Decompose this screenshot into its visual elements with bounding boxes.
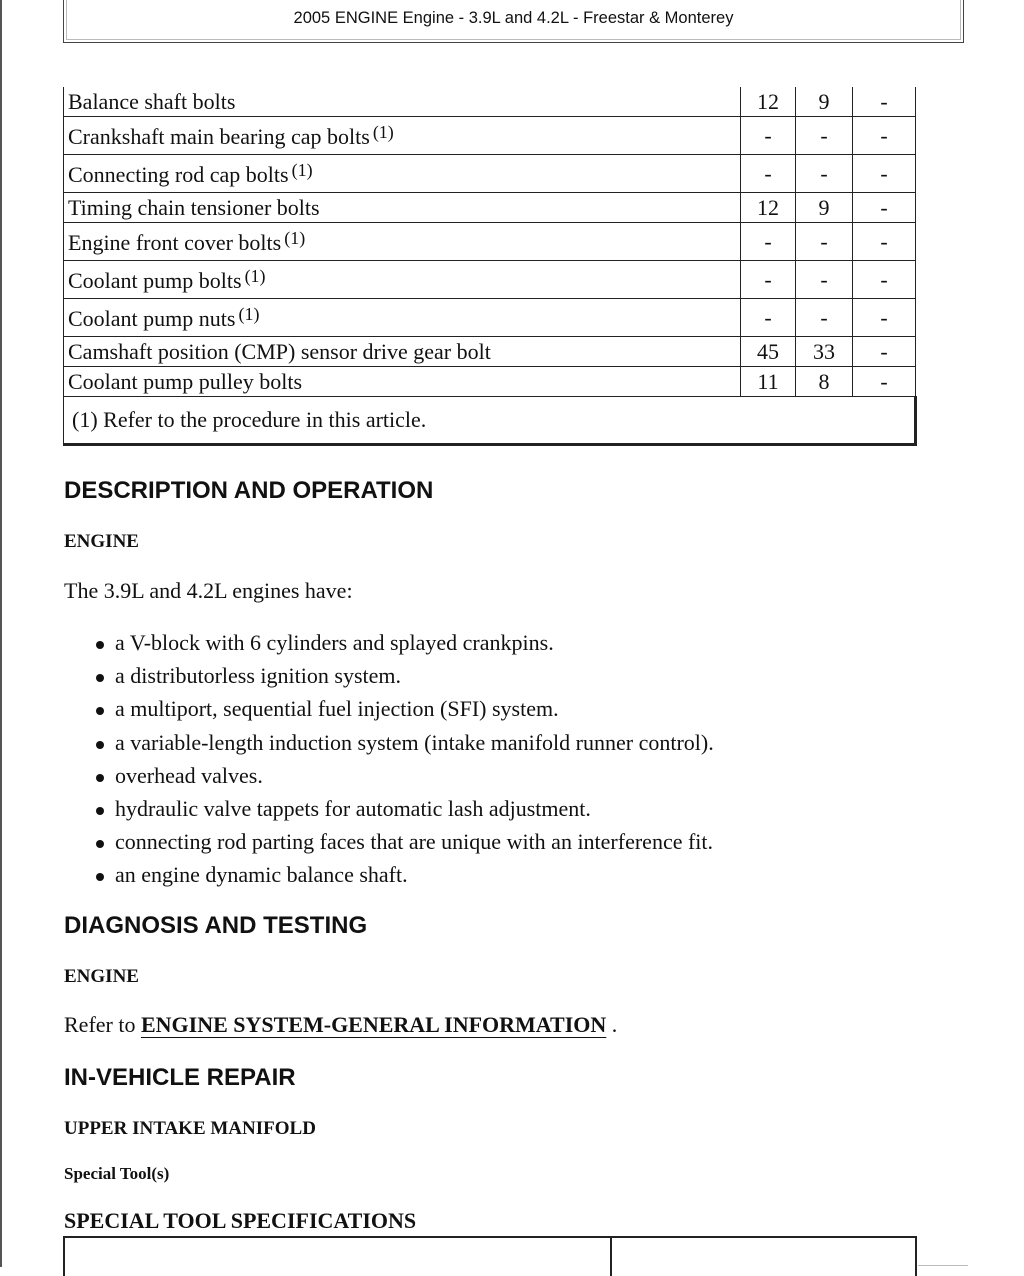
table-footnote: (1) Refer to the procedure in this article. [64,397,916,445]
section-heading-diagnosis: DIAGNOSIS AND TESTING [64,912,368,939]
torque-description [64,299,741,337]
torque-description [64,117,741,155]
torque-lbft: - [796,117,853,155]
torque-description [64,223,741,261]
list-item: an engine dynamic balance shaft. [64,860,714,893]
table-footnote-row [64,397,916,445]
torque-description [64,261,741,299]
torque-description [64,337,741,367]
torque-lbin: - [853,337,916,367]
table-divider [610,1238,612,1276]
torque-lbft: 9 [796,87,853,117]
table-row [64,337,916,367]
description-text: Coolant pump nuts [68,306,236,331]
list-item: hydraulic valve tappets for automatic lash adjustment. [64,794,714,827]
table-row [64,87,916,117]
torque-nm: 45 [741,337,796,367]
torque-lbft: - [796,261,853,299]
torque-lbin: - [853,367,916,397]
torque-lbin: - [853,155,916,193]
table-row [64,261,916,299]
torque-nm: - [741,299,796,337]
table-row [64,223,916,261]
torque-lbft: 33 [796,337,853,367]
torque-lbft: 8 [796,367,853,397]
torque-lbin: - [853,223,916,261]
torque-nm: 11 [741,367,796,397]
torque-nm: - [741,261,796,299]
torque-nm: - [741,223,796,261]
description-text: Engine front cover bolts [68,230,282,255]
list-item: a distributorless ignition system. [64,661,714,694]
torque-lbft: - [796,223,853,261]
list-item: a V-block with 6 cylinders and splayed crankpins. [64,628,714,661]
special-tool-table [63,1236,917,1276]
torque-lbin: - [853,299,916,337]
table-row [64,299,916,337]
special-tools-label: Special Tool(s) [64,1164,170,1183]
refer-prefix: Refer to [64,1012,141,1037]
torque-lbft: 9 [796,193,853,223]
table-row [64,367,916,397]
diagnosis-reference [64,1012,617,1038]
torque-lbin: - [853,193,916,223]
list-item: a multiport, sequential fuel injection (SFI) system. [64,694,714,727]
refer-suffix: . [606,1012,618,1037]
list-item: a variable-length induction system (intake manifold runner control). [64,728,714,761]
footnote-marker: (1) [238,304,260,324]
torque-lbin: - [853,261,916,299]
torque-description [64,193,741,223]
page-header [63,0,964,43]
subheading-engine-diagnosis: ENGINE [64,966,139,987]
description-text: Coolant pump bolts [68,268,242,293]
footnote-marker: (1) [284,228,306,248]
special-tool-spec-heading: SPECIAL TOOL SPECIFICATIONS [64,1208,417,1233]
torque-nm: 12 [741,87,796,117]
description-text: Crankshaft main bearing cap bolts [68,124,370,149]
page-edge [0,0,2,1267]
torque-lbin: - [853,87,916,117]
footnote-marker: (1) [291,160,313,180]
torque-nm: 12 [741,193,796,223]
section-heading-description: DESCRIPTION AND OPERATION [64,477,434,504]
page-rule [918,1265,968,1266]
torque-lbft: - [796,299,853,337]
torque-lbft: - [796,155,853,193]
footnote-marker: (1) [372,122,394,142]
description-text: Timing chain tensioner bolts [68,194,320,220]
table-row [64,193,916,223]
header-title: 2005 ENGINE Engine - 3.9L and 4.2L - Freestar & Monterey [66,0,961,40]
description-text: Balance shaft bolts [68,88,236,114]
torque-spec-table [63,87,917,446]
torque-description [64,87,741,117]
description-intro: The 3.9L and 4.2L engines have: [64,578,353,603]
subheading-engine-description: ENGINE [64,531,139,552]
description-text: Camshaft position (CMP) sensor drive gear bolt [68,338,491,364]
footnote-marker: (1) [244,266,266,286]
torque-description [64,367,741,397]
description-text: Connecting rod cap bolts [68,162,289,187]
torque-nm: - [741,155,796,193]
engine-features-list [64,628,714,894]
list-item: connecting rod parting faces that are unique with an interference fit. [64,827,714,860]
torque-lbin: - [853,117,916,155]
table-row [64,155,916,193]
engine-system-general-info-link[interactable]: ENGINE SYSTEM-GENERAL INFORMATION [140,1012,607,1037]
description-text: Coolant pump pulley bolts [68,368,303,394]
section-heading-repair: IN-VEHICLE REPAIR [64,1064,296,1091]
torque-description [64,155,741,193]
table-row [64,117,916,155]
subheading-upper-intake-manifold: UPPER INTAKE MANIFOLD [64,1118,316,1139]
torque-nm: - [741,117,796,155]
list-item: overhead valves. [64,761,714,794]
